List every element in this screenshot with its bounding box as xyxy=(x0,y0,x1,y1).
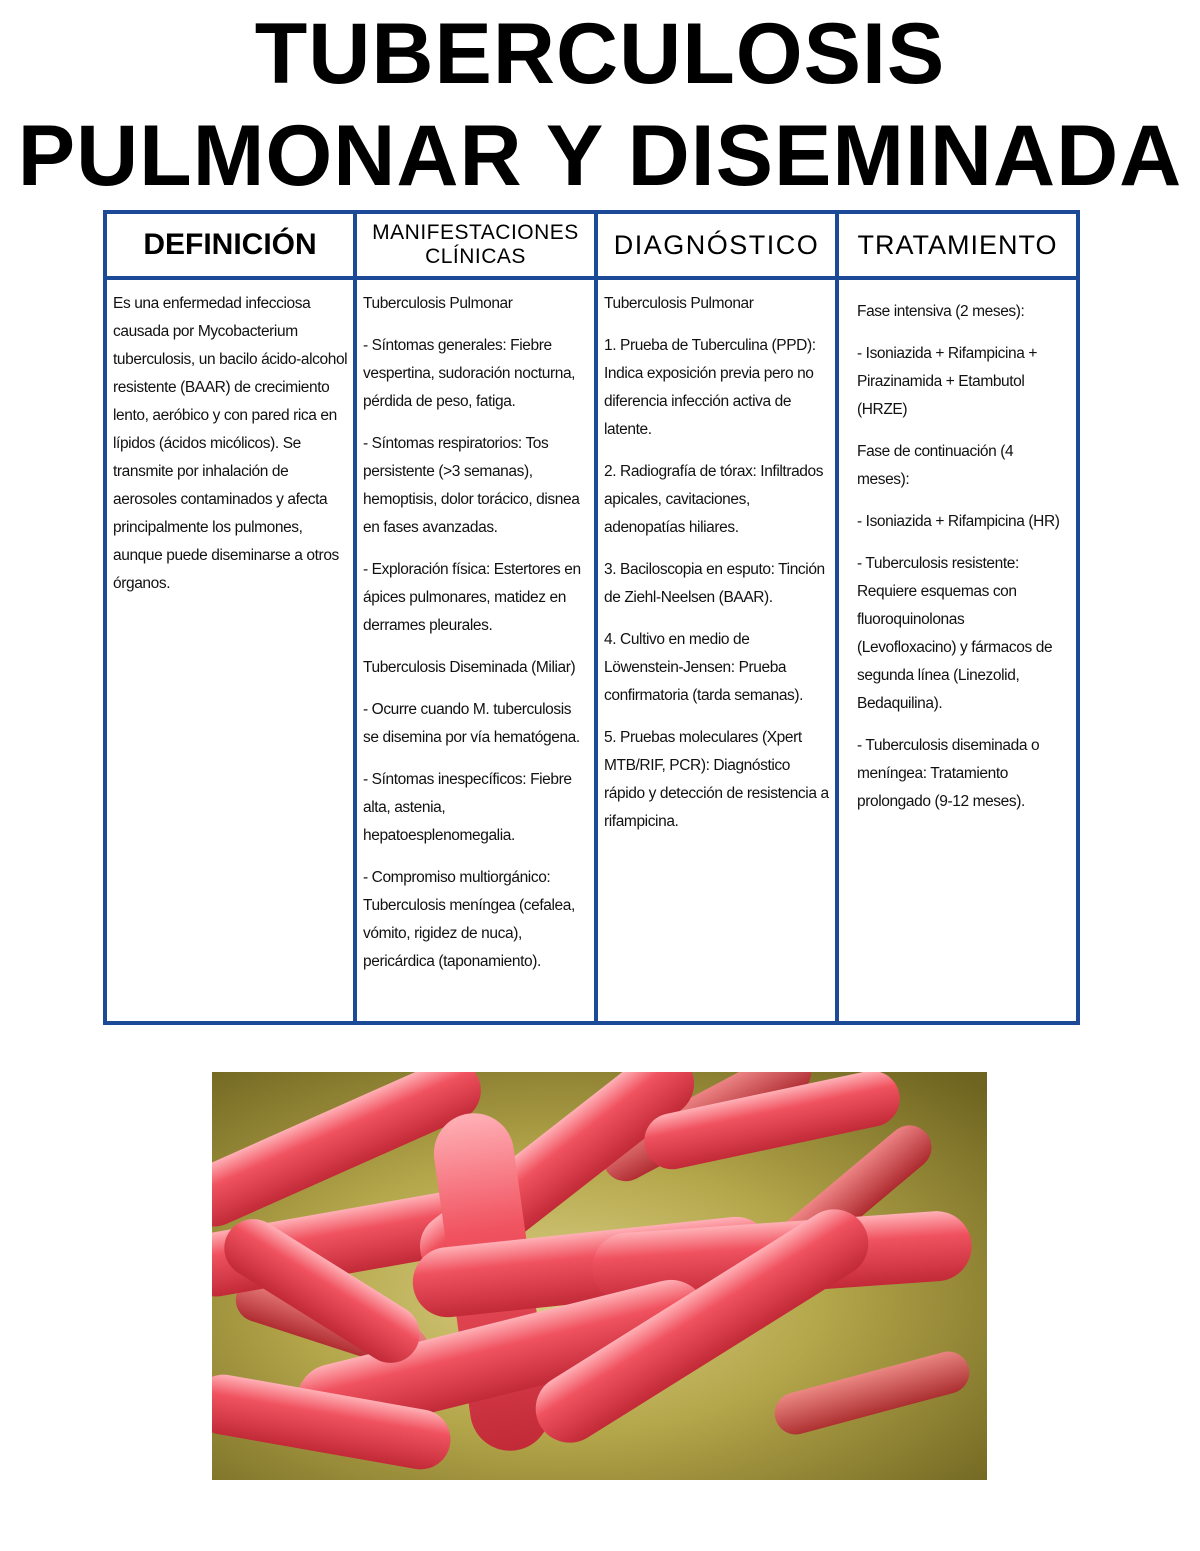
header-tratamiento-label: TRATAMIENTO xyxy=(857,229,1058,260)
tratamiento-item: Fase de continuación (4 meses): xyxy=(857,443,1014,488)
header-diagnostico-label: DIAGNÓSTICO xyxy=(613,229,820,260)
mycobacterium-illustration xyxy=(212,1072,987,1480)
manifestaciones-item: - Síntomas generales: Fiebre vespertina, sudoración nocturna, pérdida de peso, fatiga. xyxy=(363,337,576,410)
diagnostico-item: 3. Baciloscopia en esputo: Tinción de Ziehl-Neelsen (BAAR). xyxy=(604,561,825,606)
diagnostico-item: 1. Prueba de Tuberculina (PPD): Indica exposición previa pero no diferencia infección activa de latente. xyxy=(604,337,816,438)
header-tratamiento xyxy=(839,214,1076,280)
diagnostico-item: 2. Radiografía de tórax: Infiltrados apicales, cavitaciones, adenopatías hiliares. xyxy=(604,463,824,536)
header-definicion xyxy=(107,214,353,280)
definicion-text: Es una enfermedad infecciosa causada por Mycobacterium tuberculosis, un bacilo ácido-alcohol resistente (BAAR) de crecimiento lento, aeróbico y con pared rica en lípidos (ácidos micólicos). Se transmite por inhalación de aerosoles contaminados y afecta principalmente los pulmones, aunque puede diseminarse a otros órganos. xyxy=(113,295,348,592)
diagnostico-item: 5. Pruebas moleculares (Xpert MTB/RIF, PCR): Diagnóstico rápido y detección de resistencia a rifampicina. xyxy=(604,729,829,830)
column-definicion xyxy=(107,214,353,1021)
diagnostico-item: 4. Cultivo en medio de Löwenstein-Jensen: Prueba confirmatoria (tarda semanas). xyxy=(604,631,804,704)
tratamiento-content xyxy=(839,280,1076,816)
tratamiento-item: Fase intensiva (2 meses): xyxy=(857,303,1025,320)
diagnostico-content xyxy=(598,280,835,836)
manifestaciones-item: - Ocurre cuando M. tuberculosis se disemina por vía hematógena. xyxy=(363,701,580,746)
diagnostico-item: Tuberculosis Pulmonar xyxy=(604,295,754,312)
header-diagnostico xyxy=(598,214,835,280)
column-manifestaciones xyxy=(353,214,594,1021)
manifestaciones-item: Tuberculosis Diseminada (Miliar) xyxy=(363,659,576,676)
summary-table xyxy=(103,210,1080,1025)
header-manifestaciones-label-2: CLÍNICAS xyxy=(425,245,526,268)
column-tratamiento xyxy=(835,214,1076,1021)
header-manifestaciones-label-1: MANIFESTACIONES xyxy=(372,221,579,244)
manifestaciones-item: - Síntomas inespecíficos: Fiebre alta, astenia, hepatoesplenomegalia. xyxy=(363,771,572,844)
page-title-line-2: PULMONAR Y DISEMINADA xyxy=(17,108,1183,204)
header-definicion-label: DEFINICIÓN xyxy=(143,228,317,261)
definicion-content xyxy=(107,280,353,598)
page-title-line-1: TUBERCULOSIS xyxy=(254,6,946,102)
tratamiento-item: - Tuberculosis resistente: Requiere esquemas con fluoroquinolonas (Levofloxacino) y fármacos de segunda línea (Linezolid, Bedaquilina). xyxy=(857,555,1053,712)
manifestaciones-item: Tuberculosis Pulmonar xyxy=(363,295,513,312)
header-manifestaciones xyxy=(357,214,594,280)
manifestaciones-item: - Compromiso multiorgánico: Tuberculosis meníngea (cefalea, vómito, rigidez de nuca), pericárdica (taponamiento). xyxy=(363,869,575,970)
tratamiento-item: - Isoniazida + Rifampicina (HR) xyxy=(857,513,1060,530)
tratamiento-item: - Isoniazida + Rifampicina + Pirazinamida + Etambutol (HRZE) xyxy=(857,345,1038,418)
column-diagnostico xyxy=(594,214,835,1021)
tratamiento-item: - Tuberculosis diseminada o meníngea: Tratamiento prolongado (9-12 meses). xyxy=(857,737,1040,810)
manifestaciones-item: - Síntomas respiratorios: Tos persistente (>3 semanas), hemoptisis, dolor torácico, disnea en fases avanzadas. xyxy=(363,435,580,536)
manifestaciones-content xyxy=(357,280,594,976)
manifestaciones-item: - Exploración física: Estertores en ápices pulmonares, matidez en derrames pleurales. xyxy=(363,561,581,634)
